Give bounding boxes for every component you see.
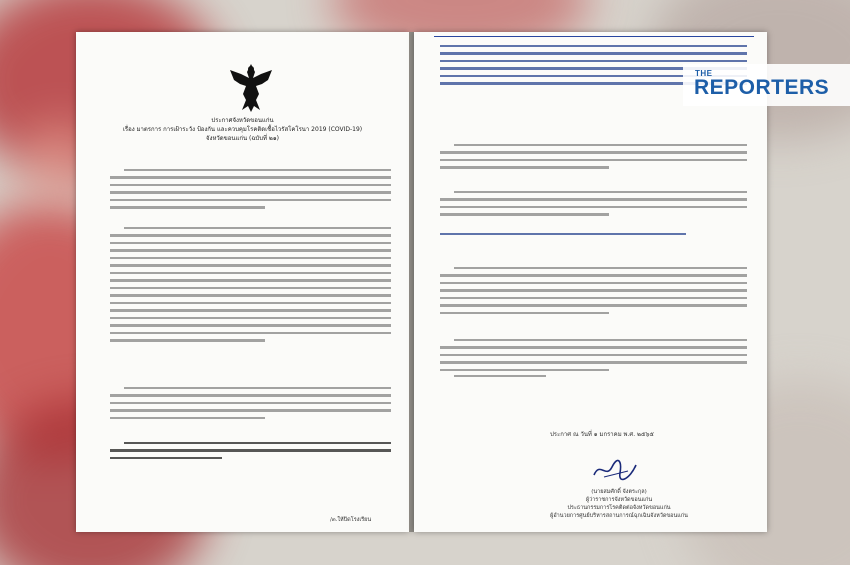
paragraph-private-sector [440, 186, 747, 221]
signer-name: (นายสมศักดิ์ จังตระกุล) [591, 489, 647, 495]
section-title [110, 437, 391, 464]
paragraph-work-from-home [440, 139, 747, 174]
signature [590, 457, 640, 483]
announcement-heading: ประกาศจังหวัดขอนแก่น [211, 117, 274, 124]
paragraph-body [110, 222, 391, 347]
document-page-right [414, 32, 767, 532]
announcement-date: ประกาศ ณ วันที่ ๑ มกราคม พ.ศ. ๒๕๖๕ [550, 431, 654, 438]
the-reporters-logo [683, 64, 850, 106]
document-page-left [76, 32, 409, 532]
paragraph-reference [110, 382, 391, 424]
continued-marker: /๓.ให้ปิดโรงเรียน [330, 517, 372, 523]
signer-title-2: ประธานกรรมการโรคติดต่อจังหวัดขอนแก่น [567, 505, 671, 511]
paragraph-atk-testing [440, 262, 747, 319]
closing-line [440, 370, 747, 382]
announcement-subject: เรื่อง มาตรการ การเฝ้าระวัง ป้องกัน และควบคุมโรคติดเชื้อไวรัสโคโรนา 2019 (COVID-19) [122, 126, 363, 133]
paragraph-intro [110, 164, 391, 214]
logo-the: THE [695, 69, 713, 78]
date-line [550, 430, 654, 439]
signer-title-3: ผู้อำนวยการศูนย์บริหารสถานการณ์ฉุกเฉินจังหวัดขอนแก่น [550, 513, 688, 519]
signer-title-1: ผู้ว่าราชการจังหวัดขอนแก่น [585, 497, 653, 503]
announcement-issue: จังหวัดขอนแก่น (ฉบับที่ ๒๑) [206, 135, 279, 142]
garuda-emblem-icon [226, 60, 276, 116]
logo-wordmark: REPORTERS [694, 76, 830, 99]
signer-block [544, 488, 694, 520]
item-highlight [440, 228, 747, 240]
